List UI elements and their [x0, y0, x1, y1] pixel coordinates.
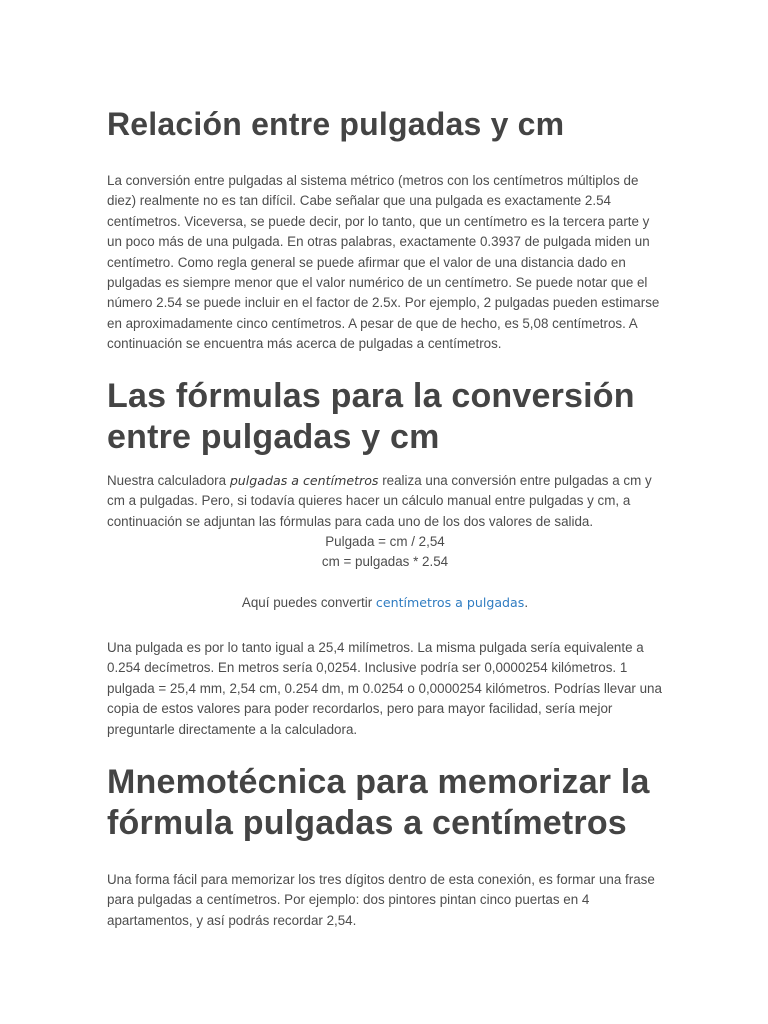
paragraph-intro: La conversión entre pulgadas al sistema métrico (metros con los centímetros múltiplos de diez) realmente no es tan difícil. Cabe señalar que una pulgada es exactamente 2.54 centímetros. Viceversa, se puede decir, por lo tanto, que un centímetro es la tercera parte y un poco más de una pulgada. En otras palabras, exactamente 0.3937 de pulgada miden un centímetro. Como regla general se puede afirmar que el valor de una distancia dado en pulgadas es siempre menor que el valor numérico de un centímetro. Se puede notar que el número 2.54 se puede incluir en el factor de 2.5x. Por ejemplo, 2 pulgadas pueden estimarse en aproximadamente cinco centímetros. A pesar de que de hecho, es 5,08 centímetros. A continuación se encuentra más acerca de pulgadas a centímetros.	[107, 173, 660, 352]
formula-cm: cm = pulgadas * 2.54	[321, 554, 449, 569]
convert-line-prefix: Aquí puedes convertir	[241, 595, 376, 610]
paragraph-mnemonic: Una forma fácil para memorizar los tres dígitos dentro de esta conexión, es formar una frase para pulgadas a centímetros. Por ejemplo: dos pintores pintan cinco puertas en 4 apartamentos, y así podrás recordar 2,54.	[107, 872, 655, 928]
paragraph-calculator	[107, 471, 663, 532]
paragraph-calculator-after: realiza una conversión entre pulgadas a cm y cm a pulgadas. Pero, si todavía quieres hacer un cálculo manual entre pulgadas y cm, a continuación se adjuntan las fórmulas para cada uno de los dos valores de salida.	[107, 473, 652, 529]
heading-formulas: Las fórmulas para la conversión entre pulgadas y cm	[107, 377, 635, 456]
convert-line	[107, 593, 663, 613]
calculator-name: pulgadas a centímetros	[229, 473, 379, 488]
paragraph-equivalences: Una pulgada es por lo tanto igual a 25,4 milímetros. La misma pulgada sería equivalente a 0.254 decímetros. En metros sería 0,0254. Inclusive podría ser 0,0000254 kilómetros. 1 pulgada = 25,4 mm, 2,54 cm, 0.254 dm, m 0.0254 o 0,0000254 kilómetros. Podrías llevar una copia de estos valores para poder recordarlos, pero para mayor facilidad, sería mejor preguntarle directamente a la calculadora.	[107, 640, 662, 737]
cm-to-inches-link[interactable]: centímetros a pulgadas	[375, 595, 525, 610]
convert-line-suffix: .	[524, 595, 529, 610]
heading-mnemotecnica: Mnemotécnica para memorizar la fórmula pulgadas a centímetros	[107, 763, 650, 842]
formula-pulgada: Pulgada = cm / 2,54	[325, 534, 445, 549]
heading-relacion: Relación entre pulgadas y cm	[107, 106, 565, 142]
paragraph-calculator-before: Nuestra calculadora	[107, 473, 230, 488]
